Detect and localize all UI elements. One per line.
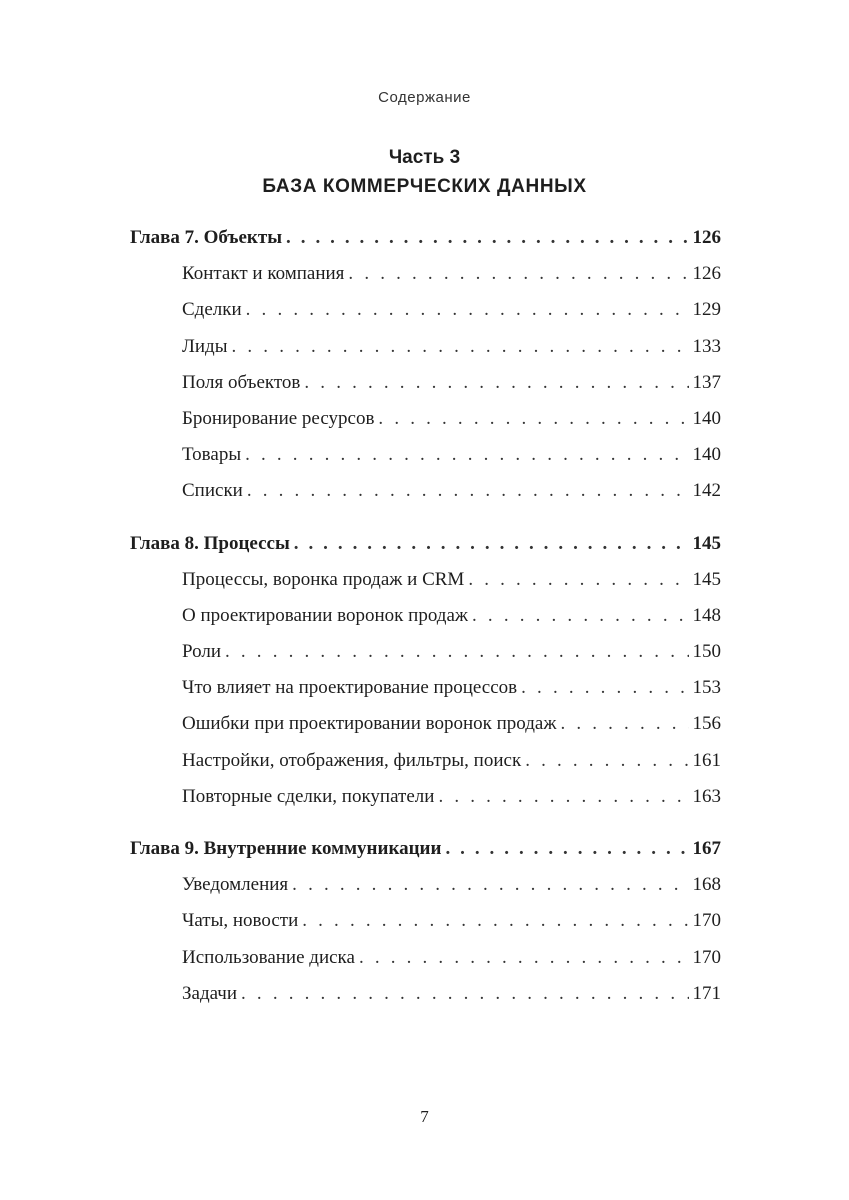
running-head: Содержание [378,89,471,106]
entry-title: Списки [182,480,243,502]
dot-leader [445,835,688,863]
toc-entry[interactable] [130,638,721,674]
toc-entry[interactable] [130,602,721,638]
entry-page: 145 [692,568,721,590]
part-title: БАЗА КОММЕРЧЕСКИХ ДАННЫХ [262,176,587,197]
table-of-contents [130,224,721,1032]
dot-leader [438,783,688,811]
dot-leader [286,224,688,252]
entry-title: Поля объектов [182,371,301,393]
entry-page: 129 [692,299,721,321]
dot-leader [468,566,688,594]
chapter-title: Глава 9. Внутренние коммуникации [130,838,442,859]
toc-entry[interactable] [130,441,721,477]
toc-entry[interactable] [130,674,721,710]
entry-title: Повторные сделки, покупатели [182,785,435,807]
dot-leader [241,980,688,1008]
entry-title: Роли [182,641,221,663]
entry-page: 126 [692,263,721,285]
entry-title: Чаты, новости [182,910,299,932]
entry-page: 156 [692,713,721,735]
dot-leader [225,638,689,666]
entry-page: 170 [692,946,721,968]
part-number: Часть 3 [388,147,461,168]
entry-page: 140 [692,407,721,429]
chapter-page: 145 [692,532,721,554]
dot-leader [560,710,688,738]
toc-entry[interactable] [130,907,721,943]
entry-title: Использование диска [182,946,355,968]
dot-leader [521,674,688,702]
entry-title: Задачи [182,982,238,1004]
dot-leader [246,296,689,324]
chapter-title: Глава 8. Процессы [130,532,290,554]
entry-title: Товары [182,444,242,466]
chapter-8 [130,530,721,820]
chapter-9 [130,835,721,1016]
dot-leader [302,907,688,935]
dot-leader [525,747,688,775]
chapter-page: 126 [692,227,721,248]
dot-leader [348,260,688,288]
dot-leader [304,369,688,397]
page-number: 7 [420,1107,429,1126]
toc-entry[interactable] [130,944,721,980]
dot-leader [232,333,689,361]
chapter-heading[interactable] [130,530,721,566]
dot-leader [247,477,689,505]
entry-title: Что влияет на проектирование процессов [182,677,518,699]
toc-entry[interactable] [130,980,721,1016]
entry-title: Уведомления [182,874,289,896]
entry-title: Ошибки при проектировании воронок продаж [182,713,557,735]
toc-entry[interactable] [130,566,721,602]
chapter-title: Глава 7. Объекты [130,227,283,248]
toc-entry[interactable] [130,783,721,819]
toc-entry[interactable] [130,333,721,369]
entry-page: 148 [692,604,721,626]
entry-title: Контакт и компания [182,263,345,285]
chapter-heading[interactable] [130,224,721,260]
dot-leader [294,530,689,558]
entry-page: 161 [692,749,721,771]
toc-entry[interactable] [130,477,721,513]
entry-title: Лиды [182,335,228,357]
toc-entry[interactable] [130,871,721,907]
entry-page: 137 [692,371,721,393]
entry-page: 133 [692,335,721,357]
dot-leader [472,602,688,630]
entry-title: О проектировании воронок продаж [182,604,469,626]
entry-title: Процессы, воронка продаж и CRM [182,568,465,590]
dot-leader [245,441,688,469]
entry-page: 150 [692,641,721,663]
dot-leader [359,944,689,972]
chapter-7 [130,224,721,514]
chapter-heading[interactable] [130,835,721,871]
chapter-page: 167 [692,838,721,859]
entry-page: 142 [692,480,721,502]
entry-title: Сделки [182,299,242,321]
entry-page: 153 [692,677,721,699]
toc-entry[interactable] [130,369,721,405]
dot-leader [378,405,688,433]
toc-entry[interactable] [130,296,721,332]
entry-title: Бронирование ресурсов [182,407,375,429]
entry-page: 171 [692,982,721,1004]
toc-entry[interactable] [130,405,721,441]
toc-entry[interactable] [130,747,721,783]
entry-page: 170 [692,910,721,932]
entry-page: 163 [692,785,721,807]
toc-entry[interactable] [130,710,721,746]
entry-page: 140 [692,444,721,466]
entry-title: Настройки, отображения, фильтры, поиск [182,749,522,771]
entry-page: 168 [692,874,721,896]
toc-entry[interactable] [130,260,721,296]
dot-leader [292,871,688,899]
